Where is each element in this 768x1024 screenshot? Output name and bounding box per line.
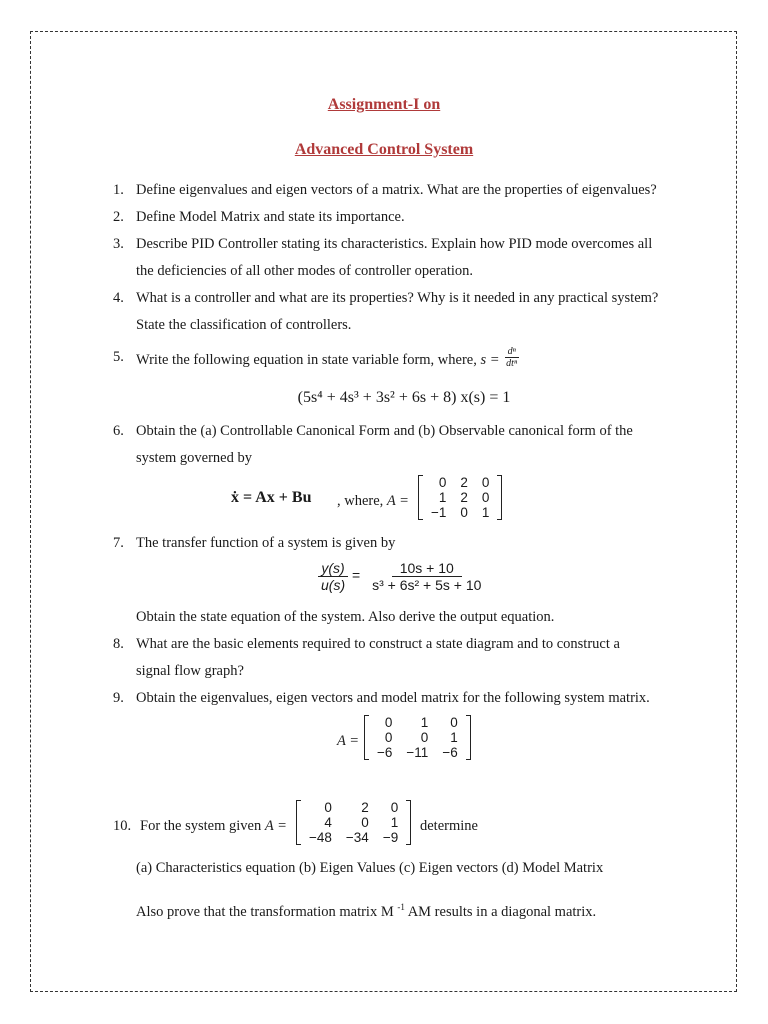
- q6-m-01: 2: [460, 475, 468, 490]
- q5-frac-bot: dtⁿ: [506, 358, 518, 369]
- q6-matrix: [418, 475, 502, 520]
- q7-equals: =: [352, 567, 361, 584]
- q10-suffix: determine: [420, 818, 478, 834]
- q10-m-20: −48: [309, 830, 332, 845]
- q6-text-line2: system governed by: [136, 450, 252, 466]
- q9-m-11: 0: [420, 730, 429, 745]
- q9-number: 9.: [113, 690, 124, 706]
- q6-where: [337, 493, 409, 510]
- q10-number: 10.: [113, 818, 132, 834]
- q9-m-21: −11: [406, 745, 429, 760]
- q6-text-line1: Obtain the (a) Controllable Canonical Form and (b) Observable canonical form of the: [136, 423, 633, 439]
- q7-number: 7.: [113, 535, 124, 551]
- q9-m-00: 0: [384, 715, 393, 730]
- q4-text-line2: State the classification of controllers.: [136, 317, 352, 333]
- q1-text: Define eigenvalues and eigen vectors of a matrix. What are the properties of eigenvalues?: [136, 182, 657, 198]
- q10-text-line3: [136, 902, 596, 921]
- q5-s-eq: s =: [480, 351, 500, 368]
- q5-number: 5.: [113, 349, 124, 365]
- q10-line3-b: AM results in a diagonal matrix.: [407, 903, 597, 920]
- q6-m-00: 0: [438, 475, 447, 490]
- q10-m-01: 2: [361, 800, 369, 815]
- q3-number: 3.: [113, 236, 124, 252]
- q3-text-line2: the deficiencies of all other modes of controller operation.: [136, 263, 473, 279]
- q6-state-equation: ẋ = Ax + Bu: [231, 489, 312, 506]
- q7-text-line1: The transfer function of a system is given by: [136, 535, 396, 551]
- q7-text-line2: Obtain the state equation of the system. Also derive the output equation.: [136, 609, 555, 625]
- q4-text-line1: What is a controller and what are its properties? Why is it needed in any practical system?: [136, 290, 659, 306]
- q7-lhs-bot: u(s): [321, 577, 346, 593]
- q4-number: 4.: [113, 290, 124, 306]
- q8-text-line2: signal flow graph?: [136, 663, 244, 679]
- q7-transfer-function: [318, 560, 489, 593]
- q9-m-10: 0: [384, 730, 393, 745]
- q9-matrix-label: A =: [337, 733, 360, 749]
- q2-number: 2.: [113, 209, 124, 225]
- q8-text-line1: What are the basic elements required to construct a state diagram and to construct a: [136, 636, 620, 652]
- q6-m-02: 0: [481, 475, 490, 490]
- q9-m-20: −6: [377, 745, 393, 760]
- q7-rhs-top: 10s + 10: [392, 560, 462, 577]
- course-title: Advanced Control System: [294, 141, 474, 158]
- assignment-title: Assignment-I on: [327, 96, 441, 113]
- q7-lhs-top: y(s): [318, 560, 347, 577]
- q5-frac-top: dⁿ: [505, 346, 519, 358]
- q10-m-11: 0: [361, 815, 369, 830]
- q6-m-20: −1: [431, 505, 447, 520]
- q9-matrix: [364, 715, 471, 760]
- q1-number: 1.: [113, 182, 124, 198]
- q2-text: Define Model Matrix and state its importance.: [136, 209, 405, 225]
- q10-m-00: 0: [324, 800, 332, 815]
- q10-prefix: [140, 818, 287, 835]
- q5-text-body: Write the following equation in state variable form, where,: [136, 351, 477, 368]
- q9-m-12: 1: [450, 730, 458, 745]
- q5-derivative-fraction: [503, 346, 520, 369]
- q8-number: 8.: [113, 636, 124, 652]
- q6-m-11: 2: [460, 490, 468, 505]
- q10-matrix: [296, 800, 411, 845]
- q3-text-line1: Describe PID Controller stating its characteristics. Explain how PID mode overcomes all: [136, 236, 653, 252]
- q6-m-21: 0: [460, 505, 468, 520]
- q10-line3-a: Also prove that the transformation matrix M: [136, 903, 394, 920]
- q6-matrix-label: A =: [386, 493, 409, 509]
- q9-text: Obtain the eigenvalues, eigen vectors and model matrix for the following system matrix.: [136, 690, 650, 706]
- q6-m-22: 1: [481, 505, 490, 520]
- q6-m-12: 0: [481, 490, 490, 505]
- q10-matrix-label: A =: [264, 818, 287, 834]
- q10-m-02: 0: [390, 800, 399, 815]
- q7-lhs: [318, 560, 348, 593]
- q9-m-22: −6: [442, 745, 458, 760]
- q5-text: [136, 346, 520, 372]
- q10-m-22: −9: [382, 830, 399, 845]
- q10-superscript: -1: [397, 902, 405, 912]
- q6-number: 6.: [113, 423, 124, 439]
- q10-m-21: −34: [345, 830, 369, 845]
- page-border: [30, 31, 737, 992]
- q5-equation: (5s⁴ + 4s³ + 3s² + 6s + 8) x(s) = 1: [297, 389, 511, 406]
- q10-m-12: 1: [390, 815, 399, 830]
- q10-text-line2: (a) Characteristics equation (b) Eigen Values (c) Eigen vectors (d) Model Matrix: [136, 860, 604, 876]
- q7-rhs-bot: s³ + 6s² + 5s + 10: [372, 577, 482, 593]
- q9-m-01: 1: [420, 715, 429, 730]
- q7-rhs: [364, 560, 489, 593]
- q10-prefix-text: For the system given: [140, 818, 262, 834]
- q9-m-02: 0: [450, 715, 458, 730]
- q6-where-text: , where,: [337, 493, 384, 509]
- q6-m-10: 1: [438, 490, 447, 505]
- q10-m-10: 4: [324, 815, 332, 830]
